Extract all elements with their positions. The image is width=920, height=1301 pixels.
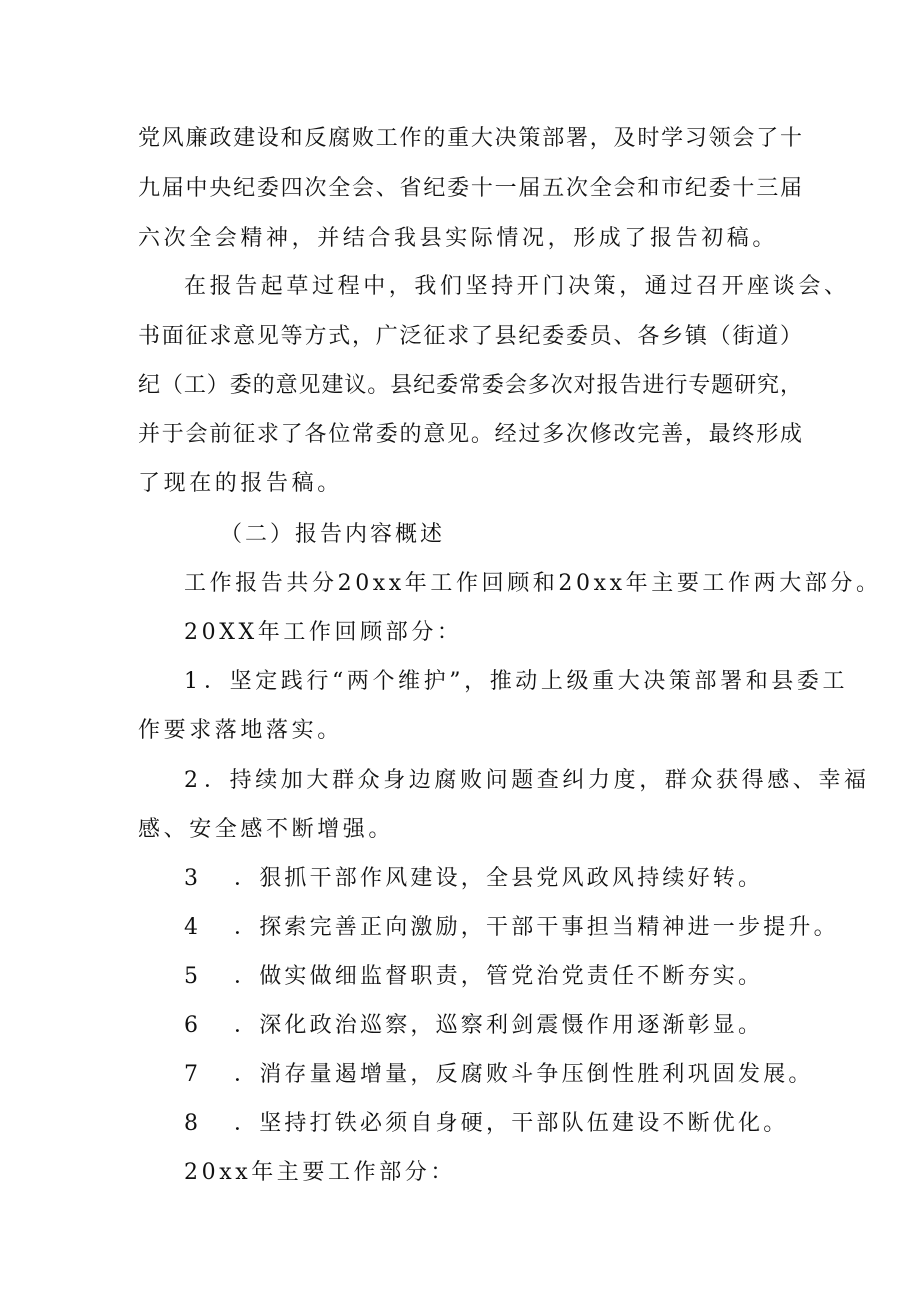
para2-line-2: 书面征求意见等方式，广泛征求了县纪委委员、各乡镇（街道） <box>138 324 802 349</box>
list-item-7 <box>184 1060 814 1090</box>
item-text: ．狠抓干部作风建设，全县党风政风持续好转。 <box>234 866 764 891</box>
list-item-4 <box>184 913 839 943</box>
item-number: 3 <box>184 866 198 891</box>
para2-line-4: 并于会前征求了各位常委的意见。经过多次修改完善，最终形成 <box>138 422 802 447</box>
list-item-6 <box>184 1011 802 1041</box>
para2-line-1: 在报告起草过程中，我们坚持开门决策，通过召开座谈会、 <box>184 274 850 299</box>
item-number: 1 <box>184 669 198 694</box>
para1-line-2: 九届中央纪委四次全会、省纪委十一届五次全会和市纪委十三届 <box>138 176 802 201</box>
summary-text: 工作报告共分20xx年工作回顾和20xx年主要工作两大部分。 <box>184 571 882 596</box>
item-number: 5 <box>184 964 198 989</box>
para2-line-5: 了现在的报告稿。 <box>138 471 343 496</box>
item-text: ．探索完善正向激励，干部干事担当精神进一步提升。 <box>234 915 839 940</box>
list-item-1 <box>184 667 849 697</box>
item-number: 7 <box>184 1062 198 1087</box>
list-item-5 <box>184 962 802 992</box>
list-item-2-cont: 感、安全感不断增强。 <box>138 817 395 842</box>
para1-line-1: 党风廉政建设和反腐败工作的重大决策部署，及时学习领会了十 <box>138 126 802 151</box>
main-work-heading: 20xx年主要工作部分： <box>184 1160 457 1185</box>
list-item-8 <box>184 1109 802 1139</box>
review-heading: 20XX年工作回顾部分： <box>184 620 463 645</box>
item-text: ．深化政治巡察，巡察利剑震慑作用逐渐彰显。 <box>234 1013 764 1038</box>
para2-line-3: 纪（工）委的意见建议。县纪委常委会多次对报告进行专题研究， <box>138 373 802 398</box>
item-number: 4 <box>184 915 198 940</box>
para1-line-3: 六次全会精神，并结合我县实际情况，形成了报告初稿。 <box>138 226 779 251</box>
list-item-1-cont: 作要求落地落实。 <box>138 718 343 743</box>
item-number: 8 <box>184 1111 198 1136</box>
item-number: 2 <box>184 768 198 793</box>
list-item-2 <box>184 766 870 796</box>
item-text: ．坚定践行“两个维护”，推动上级重大决策部署和县委工 <box>204 669 849 694</box>
item-text: ．坚持打铁必须自身硬，干部队伍建设不断优化。 <box>234 1111 789 1136</box>
section-heading: （二）报告内容概述 <box>220 522 446 547</box>
list-item-3 <box>184 864 802 894</box>
item-text: ．做实做细监督职责，管党治党责任不断夯实。 <box>234 964 764 989</box>
item-text: ．持续加大群众身边腐败问题查纠力度，群众获得感、幸福 <box>204 768 870 793</box>
item-number: 6 <box>184 1013 198 1038</box>
item-text: ．消存量遏增量，反腐败斗争压倒性胜利巩固发展。 <box>234 1062 814 1087</box>
